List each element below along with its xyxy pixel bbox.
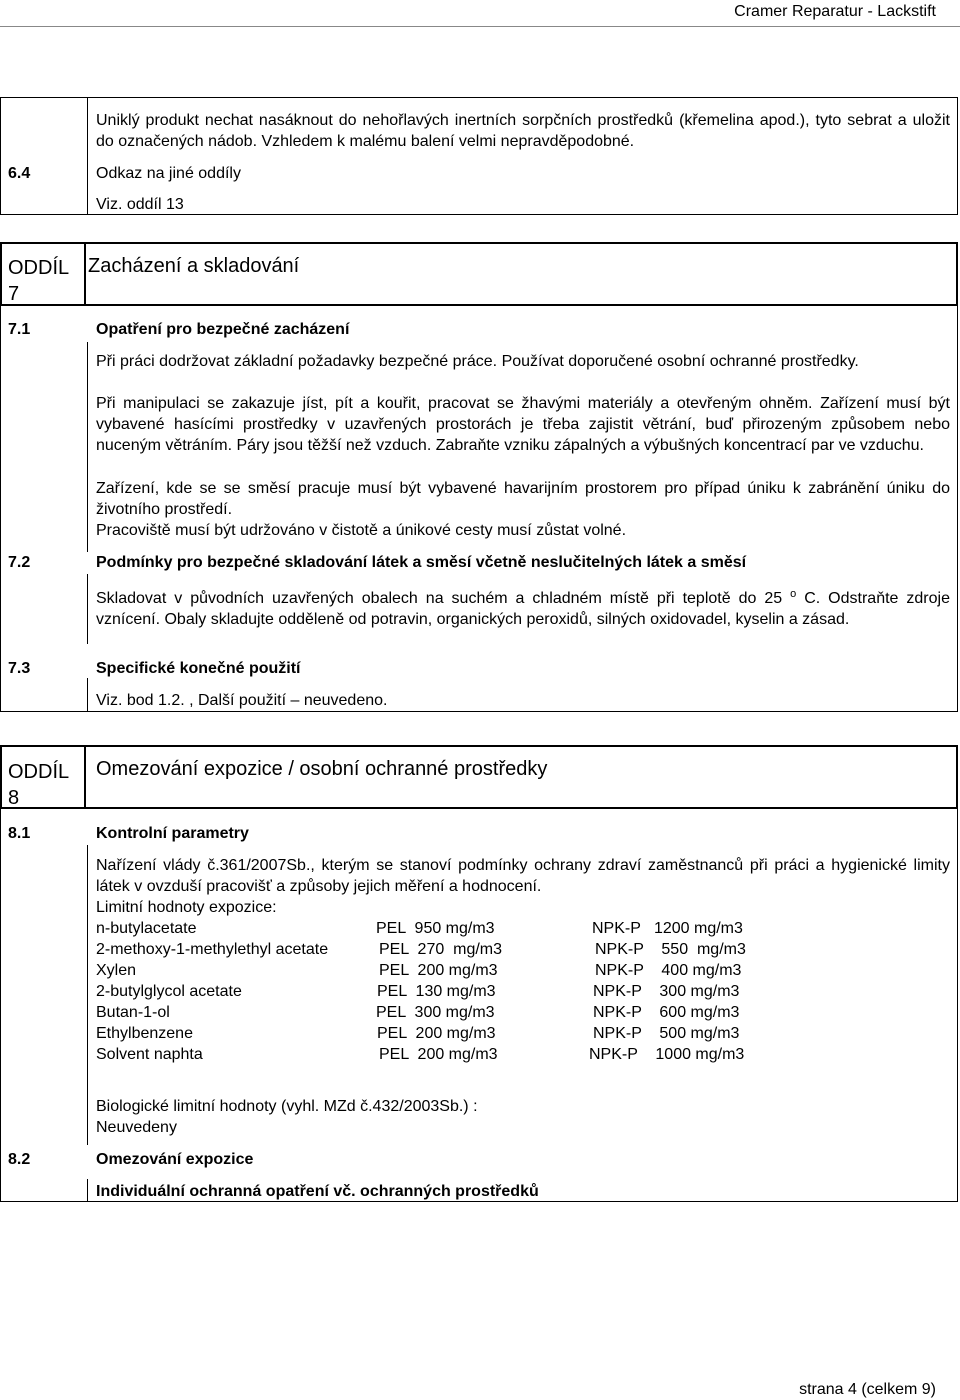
limit-row <box>96 981 856 1002</box>
limit-npk: NPK-P 1000 mg/m3 <box>589 1046 745 1063</box>
limit-substance: Butan-1-ol <box>96 1004 170 1021</box>
section-7-1-paragraph-3: Zařízení, kde se se směsí pracuje musí být vybavené havarijním prostorem pro případ úniku k zabránění úniku do životního prostředí. <box>96 480 950 518</box>
limit-substance: 2-methoxy-1-methylethyl acetate <box>96 941 329 958</box>
header-divider <box>0 26 960 27</box>
section-7-1-title: Opatření pro bezpečné zacházení <box>96 321 350 338</box>
limit-substance: Xylen <box>96 962 137 979</box>
limit-pel: PEL 300 mg/m3 <box>376 1004 495 1021</box>
section8-oddil-number: 8 <box>8 787 20 809</box>
limit-row <box>96 1044 856 1065</box>
section-8-1-paragraph: Nařízení vlády č.361/2007Sb., kterým se stanoví podmínky ochrany zdraví zaměstnanců při práci a hygienické limity látek v ovzduší pracovišť a způsoby jejich měření a hodnocení. <box>96 857 950 895</box>
section7-title: Zacházení a skladování <box>88 255 300 277</box>
section8-oddil-label: ODDÍL <box>8 761 70 783</box>
section-7-3-text: Viz. bod 1.2. , Další použití – neuvedeno. <box>96 692 388 709</box>
limit-substance: 2-butylglycol acetate <box>96 983 242 1000</box>
limit-pel: PEL 270 mg/m3 <box>379 941 503 958</box>
section-8-2-number: 8.2 <box>8 1151 31 1168</box>
limit-npk: NPK-P 400 mg/m3 <box>595 962 742 979</box>
section-8-1-number: 8.1 <box>8 825 31 842</box>
limit-substance: Solvent naphta <box>96 1046 203 1063</box>
section8-1-column-divider <box>87 845 88 1145</box>
section-7-1-paragraph-1: Při práci dodržovat základní požadavky bezpečné práce. Používat doporučené osobní ochranné prostředky. <box>96 353 859 370</box>
limit-npk: NPK-P 500 mg/m3 <box>593 1025 740 1042</box>
limit-substance: Ethylbenzene <box>96 1025 193 1042</box>
section7-oddil-label: ODDÍL <box>8 257 70 279</box>
section-6-4-text: Viz. oddíl 13 <box>96 196 184 213</box>
section-7-2-paragraph <box>96 584 950 630</box>
limit-row <box>96 960 856 981</box>
section8-2-column-divider <box>87 1179 88 1201</box>
section7-1-column-divider <box>87 342 88 552</box>
page-number: strana 4 (celkem 9) <box>799 1381 936 1398</box>
limit-pel: PEL 950 mg/m3 <box>376 920 495 937</box>
section-8-2-title: Omezování expozice <box>96 1151 254 1168</box>
section8-title: Omezování expozice / osobní ochranné prostředky <box>96 758 548 780</box>
limit-npk: NPK-P 600 mg/m3 <box>593 1004 740 1021</box>
limit-row <box>96 1002 856 1023</box>
section-7-3-title: Specifické konečné použití <box>96 660 301 677</box>
section-6-4-number: 6.4 <box>8 165 31 182</box>
limit-row <box>96 918 856 939</box>
section-7-2-title: Podmínky pro bezpečné skladování látek a směsí včetně neslučitelných látek a směsí <box>96 554 747 571</box>
biological-limits-value: Neuvedeny <box>96 1119 177 1136</box>
limit-row <box>96 1023 856 1044</box>
section-7-2-text-a: Skladovat v původních uzavřených obalech na suchém a chladném místě při teplotě do 25 <box>96 590 783 607</box>
limit-pel: PEL 200 mg/m3 <box>379 962 498 979</box>
section-7-1-paragraph-2: Při manipulaci se zakazuje jíst, pít a kouřit, pracovat se žhavými materiály a otevřeným ohněm. Zařízení musí být vybavené hasícími prostředky v uzavřených prostorách je třeba zajistit větrání, buď přirozeným způsobem nebo nuceným větráním. Páry jsou těžší než vzduch. Zabraňte vzniku zápalných a výbušných koncentrací par ve vzduchu. <box>96 395 950 454</box>
limit-pel: PEL 130 mg/m3 <box>377 983 496 1000</box>
limit-pel: PEL 200 mg/m3 <box>379 1046 498 1063</box>
document-header-title: Cramer Reparatur - Lackstift <box>734 3 936 20</box>
section6-spill-text: Uniklý produkt nechat nasáknout do nehořlavých inertních sorpčních prostředků (křemelina apod.), tyto sebrat a uložit do označených nádob. Vzhledem k malému balení velmi nepravděpodobné. <box>96 112 950 150</box>
limit-npk: NPK-P 300 mg/m3 <box>593 983 740 1000</box>
section7-header-divider <box>84 242 86 306</box>
limit-row <box>96 939 856 960</box>
section7-3-column-divider <box>87 678 88 711</box>
section-7-2-text-b: C. Odstraňte zdroje vznícení. Obaly skladujte odděleně od potravin, organických peroxidů, silných oxidovadel, kyselin a zásad. <box>96 590 950 628</box>
section-8-2-subtitle: Individuální ochranná opatření vč. ochranných prostředků <box>96 1183 539 1200</box>
section-7-2-number: 7.2 <box>8 554 31 571</box>
limit-pel: PEL 200 mg/m3 <box>377 1025 496 1042</box>
section-7-3-number: 7.3 <box>8 660 31 677</box>
biological-limits-line: Biologické limitní hodnoty (vyhl. MZd č.432/2003Sb.) : <box>96 1098 478 1115</box>
section-8-1-title: Kontrolní parametry <box>96 825 249 842</box>
section8-header-divider <box>84 745 86 809</box>
section-7-1-number: 7.1 <box>8 321 31 338</box>
section7-2-column-divider <box>87 574 88 644</box>
limit-substance: n-butylacetate <box>96 920 197 937</box>
limit-npk: NPK-P 550 mg/m3 <box>595 941 746 958</box>
section7-oddil-number: 7 <box>8 283 20 305</box>
section6-column-divider <box>87 98 88 215</box>
limit-npk: NPK-P 1200 mg/m3 <box>592 920 743 937</box>
limits-heading: Limitní hodnoty expozice: <box>96 899 277 916</box>
degree-superscript: o <box>790 588 797 600</box>
section-6-4-title: Odkaz na jiné oddíly <box>96 165 241 182</box>
section-7-1-paragraph-4: Pracoviště musí být udržováno v čistotě a únikové cesty musí zůstat volné. <box>96 522 627 539</box>
